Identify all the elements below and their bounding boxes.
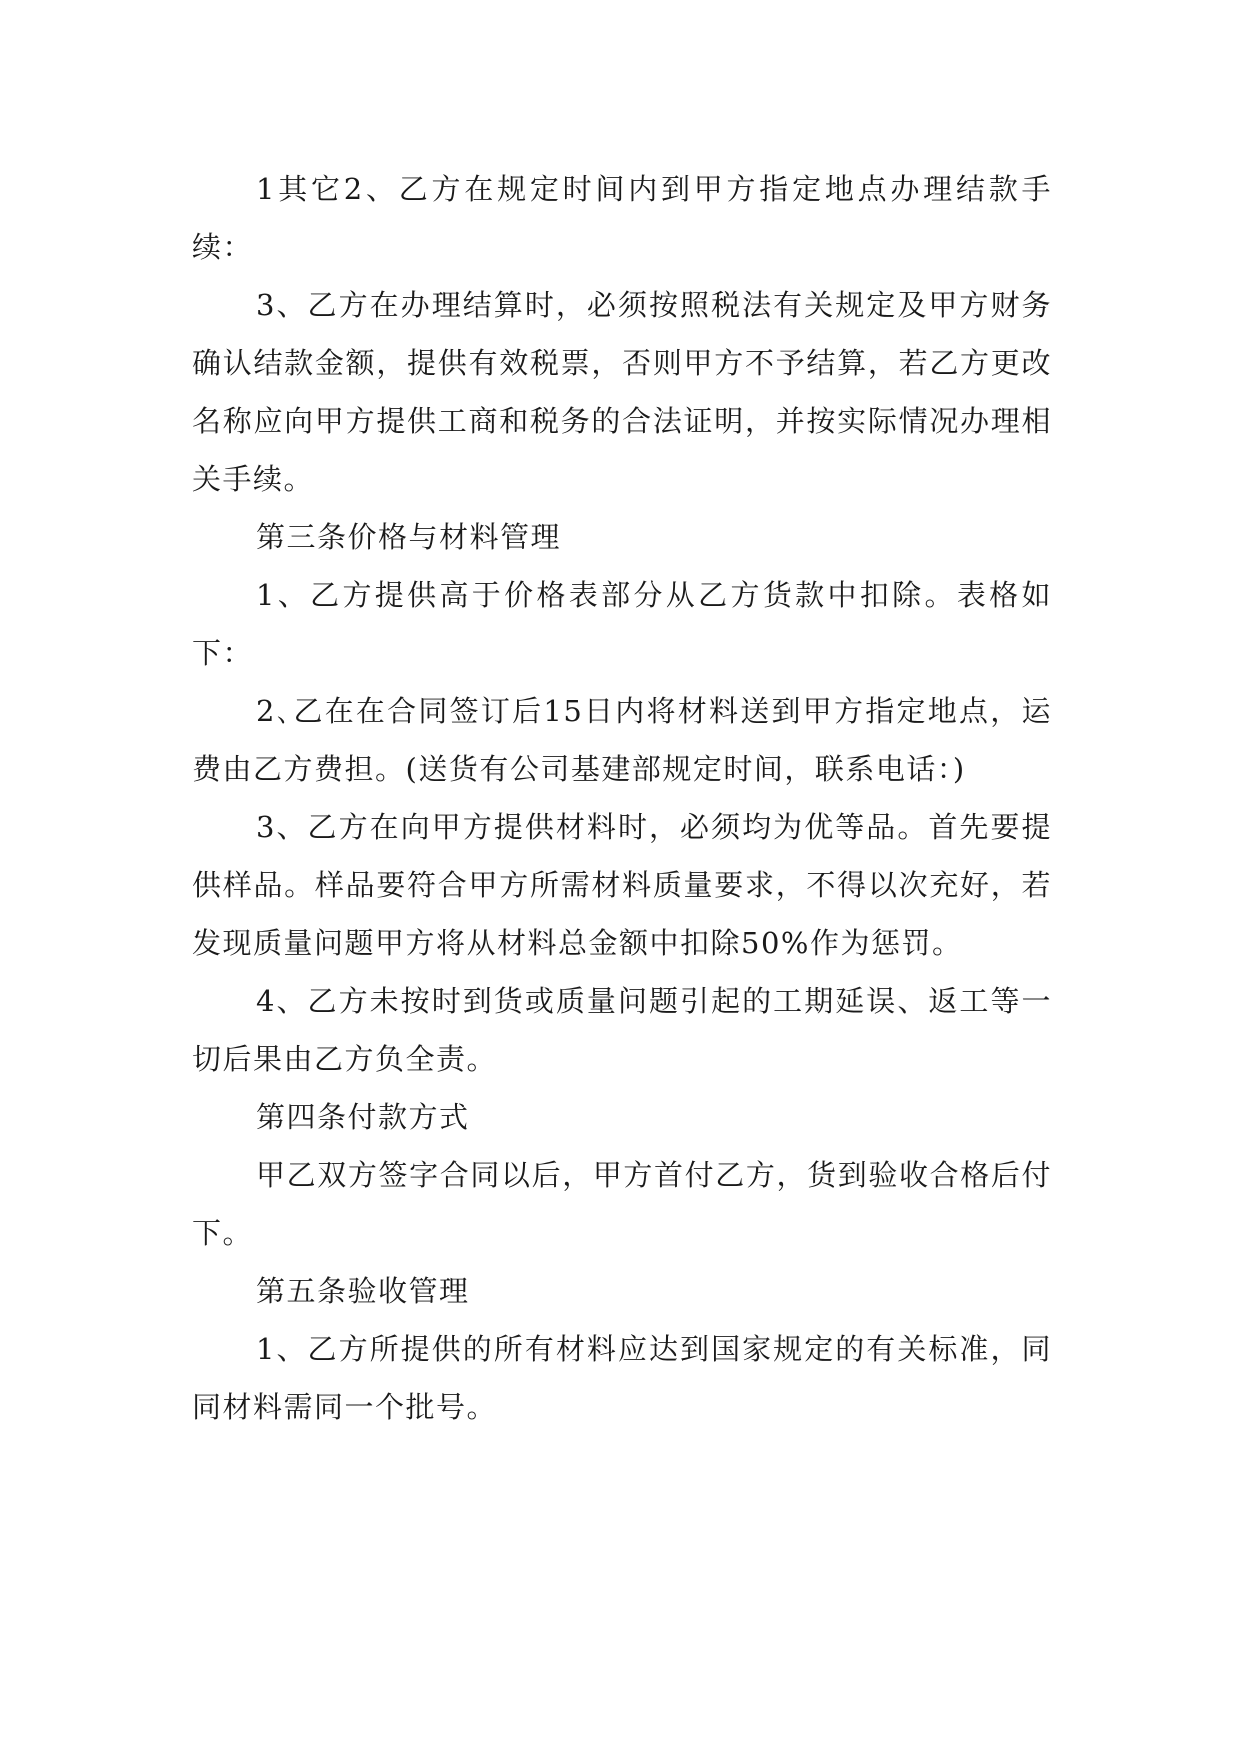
document-body <box>192 160 1052 1436</box>
paragraph-acceptance-standard: 1、乙方所提供的所有材料应达到国家规定的有关标准，同同材料需同一个批号。 <box>192 1332 1052 1424</box>
paragraph-delay-liability: 4、乙方未按时到货或质量问题引起的工期延误、返工等一切后果由乙方负全责。 <box>192 984 1052 1076</box>
section-heading-payment: 第四条付款方式 <box>256 1100 470 1134</box>
section-heading-price-material: 第三条价格与材料管理 <box>256 520 562 554</box>
section-heading-acceptance: 第五条验收管理 <box>256 1274 470 1308</box>
paragraph-payment-terms: 甲乙双方签字合同以后，甲方首付乙方，货到验收合格后付下。 <box>192 1158 1052 1250</box>
paragraph-delivery: 2､乙在在合同签订后15日内将材料送到甲方指定地点，运费由乙方费担。(送货有公司基建部规定时间，联系电话：) <box>192 694 1052 786</box>
paragraph-price-deduction: 1、乙方提供高于价格表部分从乙方货款中扣除。表格如下： <box>192 578 1052 670</box>
paragraph-quality: 3、乙方在向甲方提供材料时，必须均为优等品。首先要提供样品。样品要符合甲方所需材料质量要求，不得以次充好，若发现质量问题甲方将从材料总金额中扣除50%作为惩罚。 <box>192 810 1052 960</box>
paragraph-settlement-location: 1其它2、乙方在规定时间内到甲方指定地点办理结款手续： <box>192 172 1052 264</box>
paragraph-settlement-tax: 3、乙方在办理结算时，必须按照税法有关规定及甲方财务确认结款金额，提供有效税票，否则甲方不予结算，若乙方更改名称应向甲方提供工商和税务的合法证明，并按实际情况办理相关手续。 <box>192 288 1052 496</box>
